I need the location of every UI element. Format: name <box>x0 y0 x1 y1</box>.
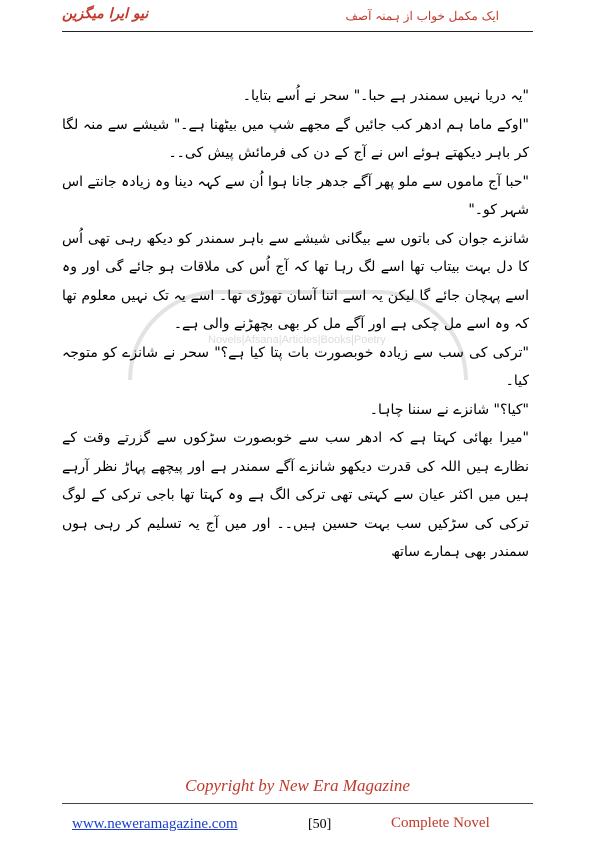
paragraph: "ترکی کی سب سے زیادہ خوبصورت بات پتا کیا ہے؟" سحر نے شانزے کو متوجہ کیا۔ <box>62 344 529 389</box>
body-text <box>62 82 529 567</box>
watermark-subtitle: Novels|Afsana|Articles|Books|Poetry <box>208 334 386 346</box>
magazine-header: نیو ایرا میگزین <box>62 6 149 22</box>
novel-header: ایک مکمل خواب از ہمنہ آصف <box>345 9 499 23</box>
paragraph: شانزے جوان کی باتوں سے بیگانی شیشے سے باہر سمندر کو دیکھ رہی تھی اُس کا دل بہت بیتاب تھا اسے لگ رہا تھا کہ آج اُس کی ملاقات ہو جائے گی اور وہ اسے پہچان جائے گا لیکن یہ اسے اتنا آسان تھوڑی تھا۔ اسے یہ تک نہیں معلوم تھا کہ وہ اسے مل چکی ہے اور آگے مل کر بھی بچھڑنے والی ہے۔ <box>62 230 529 332</box>
header-divider <box>62 31 533 32</box>
paragraph: "کیا؟" شانزے نے سننا چاہا۔ <box>369 401 529 418</box>
paragraph: "یہ دریا نہیں سمندر ہے حبا۔" سحر نے اُسے بتایا۔ <box>242 88 529 104</box>
page-number: [50] <box>308 817 332 832</box>
copyright-notice: Copyright by New Era Magazine <box>185 776 410 795</box>
paragraph: "اوکے ماما ہم ادھر کب جائیں گے مجھے شپ میں بیٹھنا ہے۔" شیشے سے منہ لگا کر باہر دیکھتے ہوئے اس نے آج کے دن کی فرمائش پیش کی۔۔ <box>62 116 529 161</box>
paragraph: "حبا آج ماموں سے ملو پھر آگے جدھر جانا ہوا اُن سے کہہ دینا وہ زیادہ جانتے اس شہر کو۔" <box>62 173 529 218</box>
paragraph: "میرا بھائی کہتا ہے کہ ادھر سب سے خوبصورت سڑکوں سے گزرتے وقت کے نظارے ہیں اللہ کی قدرت دیکھو شانزے آگے سمندر ہے اور پیچھے پہاڑ نظر آرہے ہیں میں اکثر عیان سے کہتی تھی ترکی الگ ہے وہ کہتا تھا باجی ترکی کے لوگ ترکی کی سڑکیں سب بہت حسین ہیں۔۔ اور میں آج یہ تسلیم کر رہی ہوں سمندر بھی ہمارے ساتھ <box>62 430 529 560</box>
novel-label: Complete Novel <box>391 815 490 831</box>
footer-divider <box>62 803 533 804</box>
website-link[interactable]: www.neweramagazine.com <box>72 816 238 832</box>
